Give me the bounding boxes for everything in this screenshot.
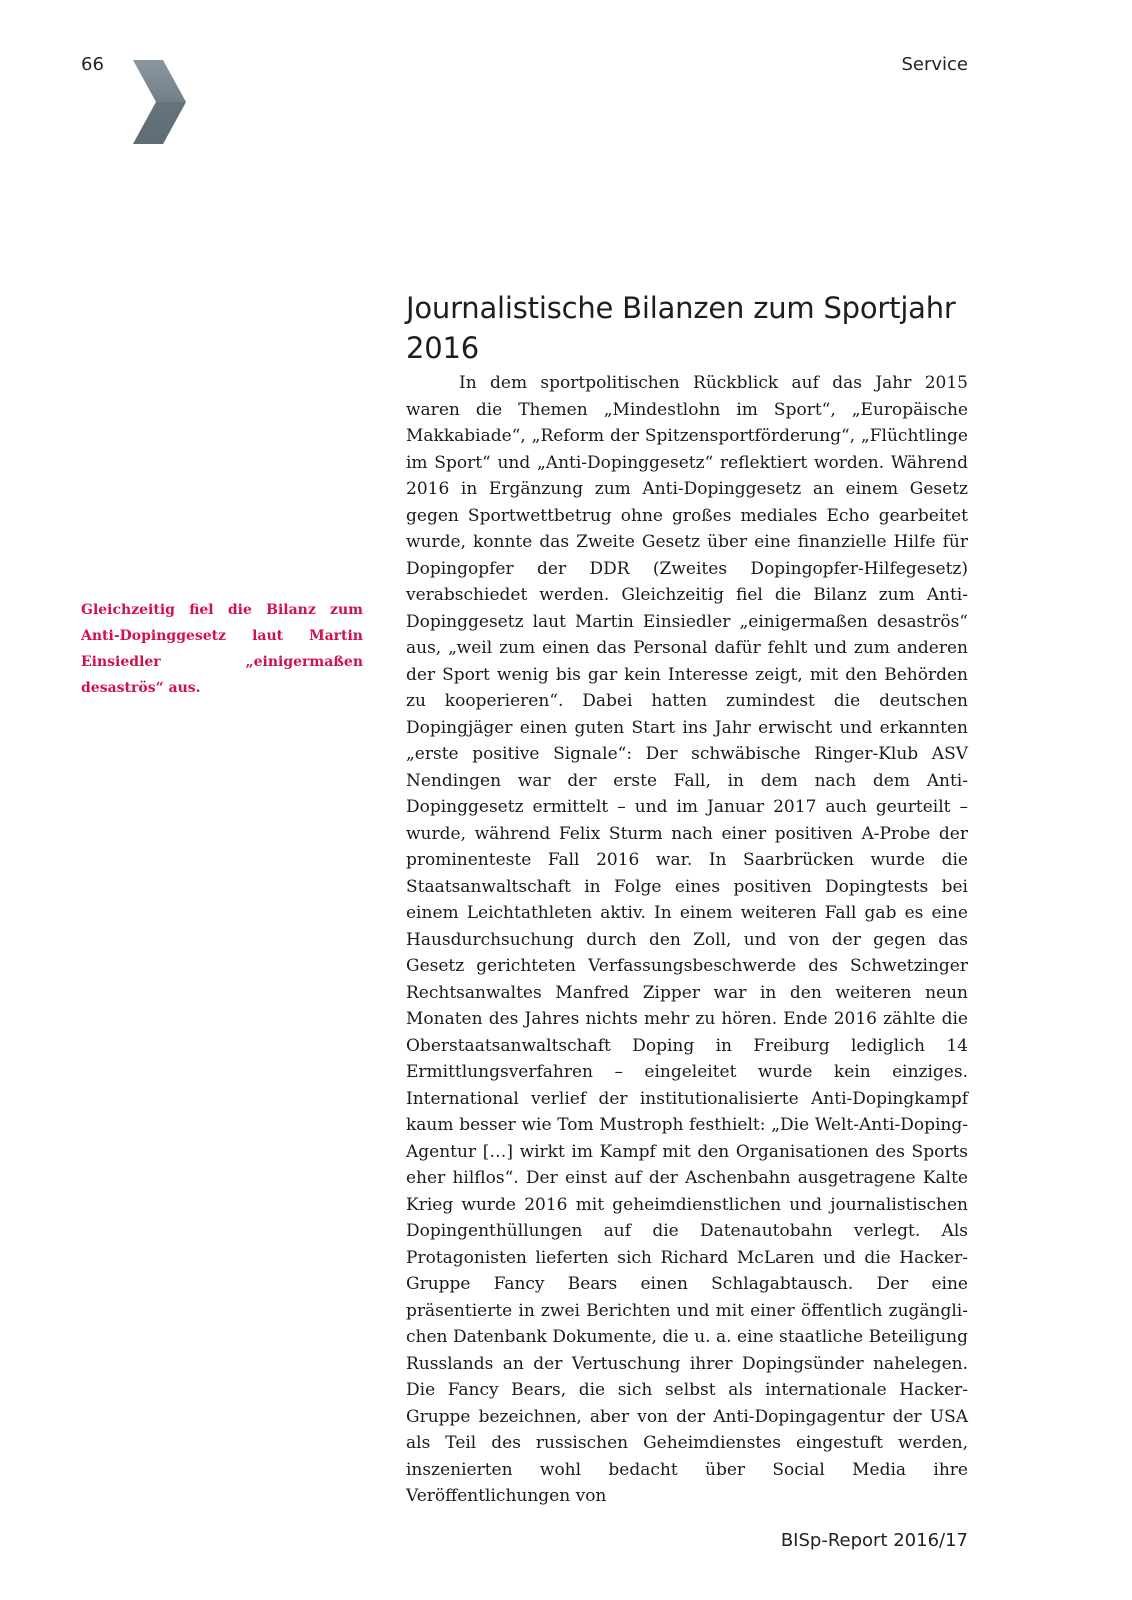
article	[406, 288, 968, 1510]
section-label: Service	[901, 54, 968, 75]
article-body: In dem sportpolitischen Rückblick auf das Jahr 2015 waren die Themen „Mindestlohn im Sport“, „Europäische Makkabiade“, „Reform der Spitzensportförderung“, „Flüchtlinge im Sport“ und „Anti-Dopinggesetz“ reflektiert worden. Während 2016 in Ergänzung zum Anti-Dopinggesetz an einem Gesetz gegen Sportwettbetrug ohne großes mediales Echo gearbeitet wurde, konnte das Zweite Gesetz über eine finanzielle Hilfe für Dopingopfer der DDR (Zweites Dopingopfer-Hilfegesetz) verabschiedet werden. Gleichzeitig fiel die Bilanz zum Anti-Dopinggesetz laut Martin Einsiedler „einigermaßen desaströs“ aus, „weil zum einen das Personal dafür fehlt und zum anderen der Sport wenig bis gar kein Interesse zeigt, mit den Behörden zu kooperieren“. Dabei hatten zumindest die deutschen Dopingjäger einen guten Start ins Jahr erwischt und erkannten „erste positive Signale“: Der schwäbische Ringer-Klub ASV Nendingen war der erste Fall, in dem nach dem Anti-Dopinggesetz ermittelt – und im Januar 2017 auch geurteilt – wurde, während Felix Sturm nach einer positiven A-Probe der prominenteste Fall 2016 war. In Saarbrücken wurde die Staatsanwaltschaft in Folge eines positiven Dopingtests bei einem Leichtathleten aktiv. In einem weiteren Fall gab es eine Hausdurchsuchung durch den Zoll, und von der gegen das Gesetz gerichteten Verfassungsbeschwerde des Schwetzinger Rechtsanwaltes Manfred Zipper war in den weiteren neun Monaten des Jahres nichts mehr zu hören. Ende 2016 zählte die Oberstaatsanwaltschaft Doping in Freiburg lediglich 14 Ermittlungsverfahren – eingeleitet wurde kein einziges. International verlief der institutionalisierte Anti-Dopingkampf kaum besser wie Tom Mustroph festhielt: „Die Welt-Anti-Doping-Agentur […] wirkt im Kampf mit den Organisationen des Sports eher hilflos“. Der einst auf der Aschenbahn ausgetragene Kalte Krieg wurde 2016 mit geheimdienstlichen und journalistischen Dopingenthüllungen auf die Datenautobahn verlegt. Als Protagonisten lieferten sich Richard McLaren und die Hacker-Gruppe Fancy Bears einen Schlagabtausch. Der eine präsentierte in zwei Berichten und mit einer öffentlich zugänglichen Datenbank Dokumente, die u. a. eine staatliche Beteiligung Russlands an der Vertuschung ihrer Dopingsünder nahelegen. Die Fancy Bears, die sich selbst als internationale Hacker-Gruppe bezeichnen, aber von der Anti-Dopingagentur der USA als Teil des russischen Geheimdienstes eingestuft werden, inszenierten wohl bedacht über Social Media ihre Veröffentlichungen von	[406, 373, 968, 1506]
chevron-right-icon	[133, 60, 189, 144]
page-number: 66	[81, 54, 104, 75]
pull-quote: Gleichzeitig fiel die Bilanz zum Anti-Dopinggesetz laut Martin Einsiedler „einigermaßen desaströs“ aus.	[81, 602, 363, 696]
footer-report-label: BISp-Report 2016/17	[780, 1530, 968, 1551]
article-title: Journalistische Bilanzen zum Sportjahr 2016	[406, 291, 956, 365]
